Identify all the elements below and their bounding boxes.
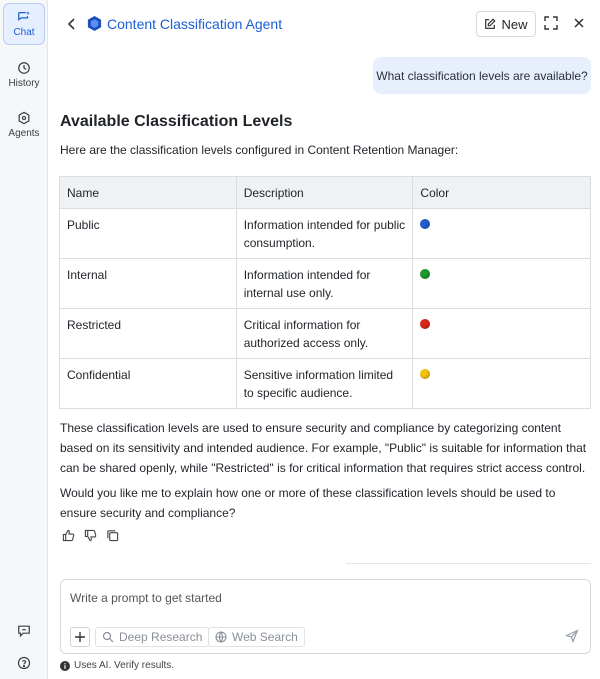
thumbs-down-icon[interactable] bbox=[84, 529, 97, 542]
table-header-row bbox=[60, 177, 591, 209]
table-row bbox=[60, 259, 591, 309]
agent-logo-icon bbox=[86, 15, 103, 32]
color-dot-green bbox=[420, 269, 430, 279]
table-cell-name: Restricted bbox=[60, 309, 237, 359]
globe-icon bbox=[215, 631, 227, 643]
table-cell-description: Sensitive information limited to specific audience. bbox=[236, 359, 413, 409]
new-chat-label: New bbox=[501, 16, 528, 32]
deep-research-toggle[interactable] bbox=[95, 627, 209, 647]
prompt-composer bbox=[60, 579, 591, 654]
color-dot-red bbox=[420, 319, 430, 329]
rail-item-chat-label: Chat bbox=[13, 27, 35, 38]
table-cell-color bbox=[413, 209, 591, 259]
table-cell-color bbox=[413, 359, 591, 409]
classification-table bbox=[59, 176, 591, 409]
thumbs-up-icon[interactable] bbox=[62, 529, 75, 542]
table-row bbox=[60, 309, 591, 359]
agents-hexagon-icon bbox=[17, 111, 31, 125]
info-icon bbox=[60, 661, 70, 671]
history-clock-icon bbox=[17, 61, 31, 75]
table-cell-description: Information intended for public consumption. bbox=[236, 209, 413, 259]
edit-pencil-icon bbox=[484, 18, 496, 30]
search-icon bbox=[102, 631, 114, 643]
table-cell-name: Internal bbox=[60, 259, 237, 309]
header bbox=[48, 0, 600, 48]
chat-sparkle-icon bbox=[17, 10, 31, 24]
prompt-input[interactable] bbox=[70, 588, 575, 608]
table-cell-color bbox=[413, 309, 591, 359]
rail-item-history[interactable] bbox=[3, 54, 45, 96]
close-icon[interactable] bbox=[572, 16, 586, 30]
table-cell-description: Information intended for internal use only. bbox=[236, 259, 413, 309]
send-icon[interactable] bbox=[565, 629, 579, 643]
feedback-button[interactable] bbox=[0, 624, 48, 638]
feedback-message-icon bbox=[17, 624, 31, 638]
color-dot-blue bbox=[420, 219, 430, 229]
add-attachment-button[interactable] bbox=[70, 627, 90, 647]
web-search-label: Web Search bbox=[232, 630, 298, 644]
message-actions bbox=[62, 529, 119, 542]
table-row bbox=[60, 209, 591, 259]
rail-item-agents-label: Agents bbox=[8, 128, 40, 139]
disclaimer-text: Uses AI. Verify results. bbox=[74, 660, 175, 671]
left-rail bbox=[0, 0, 48, 679]
response-intro: Here are the classification levels configured in Content Retention Manager: bbox=[60, 143, 459, 157]
rail-item-history-label: History bbox=[8, 78, 40, 89]
new-chat-button[interactable] bbox=[476, 11, 536, 37]
table-cell-name: Public bbox=[60, 209, 237, 259]
response-title: Available Classification Levels bbox=[60, 113, 293, 130]
table-header-name: Name bbox=[60, 177, 237, 209]
chevron-left-icon[interactable] bbox=[64, 15, 80, 33]
table-row bbox=[60, 359, 591, 409]
help-question-icon bbox=[17, 656, 31, 670]
page-title: Content Classification Agent bbox=[107, 16, 283, 32]
response-paragraph-1: These classification levels are used to ensure security and compliance by categorizing content based on its sensitivity and intended audience. For example, "Public" is suitable for information that can be shared openly, while "Restricted" is for critical information that requires strict access control. bbox=[60, 421, 587, 475]
table-cell-name: Confidential bbox=[60, 359, 237, 409]
help-button[interactable] bbox=[0, 656, 48, 670]
deep-research-label: Deep Research bbox=[119, 630, 203, 644]
expand-icon[interactable] bbox=[544, 16, 558, 30]
table-header-description: Description bbox=[236, 177, 413, 209]
web-search-toggle[interactable] bbox=[208, 627, 305, 647]
table-cell-color bbox=[413, 259, 591, 309]
table-cell-description: Critical information for authorized access only. bbox=[236, 309, 413, 359]
rail-item-chat[interactable] bbox=[3, 3, 45, 45]
table-header-color: Color bbox=[413, 177, 591, 209]
ai-disclaimer bbox=[60, 660, 174, 671]
user-message: What classification levels are available? bbox=[373, 57, 591, 94]
rail-item-agents[interactable] bbox=[3, 104, 45, 146]
plus-icon bbox=[74, 631, 86, 643]
divider bbox=[346, 563, 591, 564]
copy-icon[interactable] bbox=[106, 529, 119, 542]
color-dot-yellow bbox=[420, 369, 430, 379]
response-paragraph-2: Would you like me to explain how one or more of these classification levels should be used to ensure security and compliance? bbox=[60, 486, 556, 520]
